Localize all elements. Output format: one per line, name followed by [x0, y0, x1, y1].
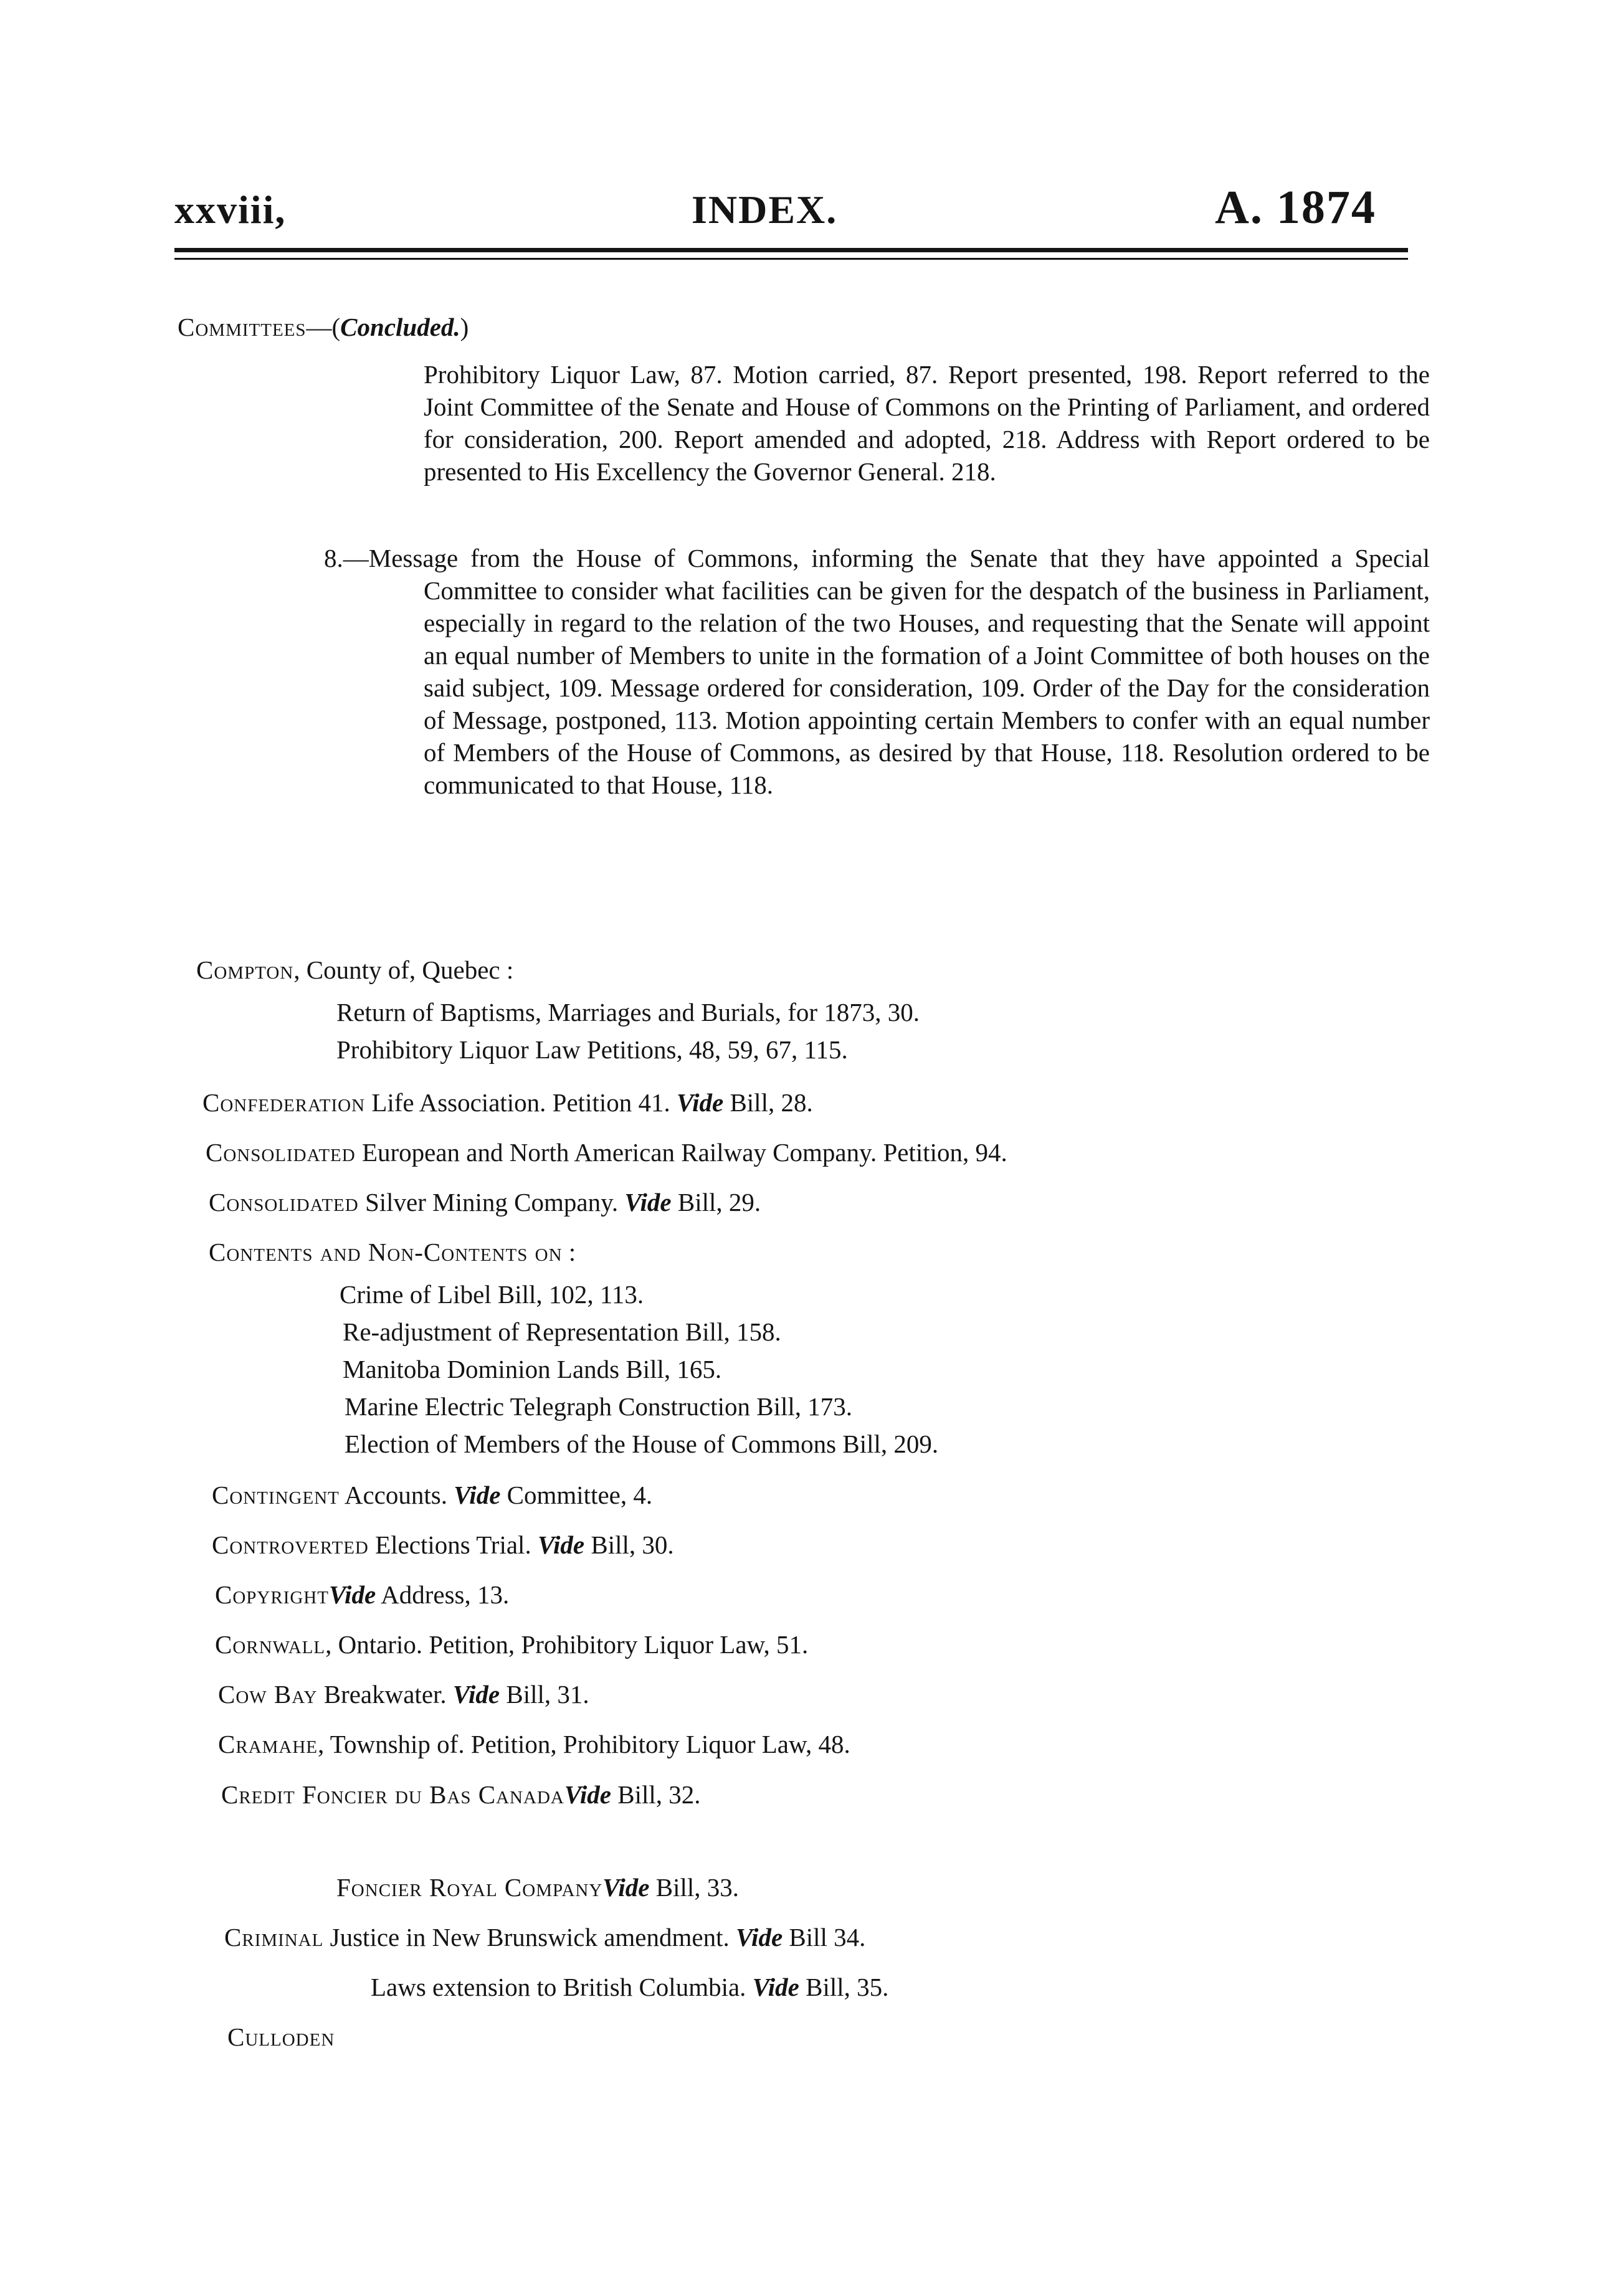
entry-text: Criminal — [224, 1923, 324, 1952]
entry-text: Vide — [624, 1188, 672, 1217]
entry-text: Vide — [328, 1580, 376, 1609]
entry-text: Cramahe — [218, 1730, 318, 1758]
index-entry — [212, 1529, 674, 1561]
entry-text: 8.—Message from the House of Commons, informing the Senate that they have appointed a Special Committee to consider what facilities can be given for the despatch of the business in Parliament, especially in regard to the relation of the two Houses, and requesting that the Senate will appoint an equal number of Members to unite in the formation of a Joint Committee of both houses on the said subject, 109. Message ordered for consideration, 109. Order of the Day for the consideration of Message, postponed, 113. Motion appointing certain Members to confer with an equal number of Members of the House of Commons, as desired by that House, 118. Resolution ordered to be communicated to that House, 118. — [324, 544, 1430, 799]
entry-text: Election of Members of the House of Commons Bill, 209. — [345, 1430, 939, 1458]
entry-text: Consolidated — [206, 1138, 356, 1167]
entry-text: Silver Mining Company. — [358, 1188, 625, 1217]
header-rule-thin — [174, 258, 1408, 260]
entry-text: Concluded. — [340, 313, 460, 341]
entry-text: Bill 34. — [783, 1923, 866, 1952]
entry-text: Breakwater. — [317, 1680, 453, 1709]
entry-text: Prohibitory Liquor Law Petitions, 48, 59, 67, 115. — [336, 1035, 848, 1064]
index-entry — [336, 1034, 848, 1066]
entry-text: Marine Electric Telegraph Construction Bill, 173. — [345, 1392, 853, 1421]
page-number: xxviii, — [174, 187, 287, 232]
entry-text: Laws extension to British Columbia. — [371, 1973, 753, 2001]
entry-text: Committee, 4. — [500, 1481, 653, 1509]
entry-text: Foncier Royal Company — [336, 1873, 603, 1902]
entry-text: Bill, 28. — [723, 1088, 813, 1117]
entry-text: Vide — [564, 1780, 612, 1809]
index-entry — [221, 1778, 1464, 1811]
index-entry — [336, 1872, 739, 1904]
index-entry — [345, 1428, 938, 1460]
entry-text: : — [562, 1238, 576, 1266]
entry-text: , County of, Quebec : — [293, 956, 514, 984]
entry-text: Crime of Libel Bill, 102, 113. — [340, 1280, 644, 1309]
entry-text: Committees — [178, 313, 307, 341]
entry-text: Bill, 30. — [584, 1530, 674, 1559]
entry-text: Vide — [677, 1088, 724, 1117]
entry-text: Copyright — [215, 1580, 329, 1609]
index-entry — [336, 997, 920, 1028]
index-entry — [227, 2021, 335, 2053]
index-entry — [209, 1236, 576, 1268]
entry-text: Confederation — [202, 1088, 366, 1117]
entry-text: Credit Foncier du Bas Canada — [221, 1780, 564, 1809]
index-entry — [371, 1971, 888, 2003]
entry-text: Address, 13. — [376, 1580, 510, 1609]
entry-text: Vide — [452, 1680, 500, 1709]
entry-text: Justice in New Brunswick amendment. — [323, 1923, 736, 1952]
entry-text: Bill, 31. — [500, 1680, 589, 1709]
index-entry — [343, 1354, 721, 1385]
entry-text: ) — [460, 313, 469, 341]
entry-text: Manitoba Dominion Lands Bill, 165. — [343, 1355, 722, 1383]
page-title: INDEX. — [692, 187, 838, 232]
entry-text: , Ontario. Petition, Prohibitory Liquor Law, 51. — [325, 1630, 809, 1659]
entry-text: Cornwall — [215, 1630, 326, 1659]
index-entry — [212, 1479, 652, 1511]
entry-text: Life Association. Petition 41. — [365, 1088, 677, 1117]
entry-text: Contingent — [212, 1481, 340, 1509]
entry-text: —( — [306, 313, 341, 341]
header-rule-thick — [174, 248, 1408, 252]
entry-text: Return of Baptisms, Marriages and Burials, for 1873, 30. — [336, 998, 920, 1027]
entry-text: , Township of. Petition, Prohibitory Liquor Law, 48. — [318, 1730, 850, 1758]
entry-text: Bill, 33. — [649, 1873, 740, 1902]
entry-text: Elections Trial. — [368, 1530, 538, 1559]
index-entry — [343, 1316, 781, 1348]
entry-text: Culloden — [227, 2023, 335, 2051]
entry-text: Bill, 35. — [799, 1973, 889, 2001]
index-entry — [196, 954, 513, 986]
index-entry — [224, 1922, 865, 1953]
index-entry — [345, 1391, 852, 1423]
page-year: A. 1874 — [1215, 181, 1376, 234]
entry-text: Re-adjustment of Representation Bill, 158. — [343, 1317, 781, 1346]
entry-text: Consolidated — [209, 1188, 359, 1217]
index-entry — [215, 1629, 808, 1661]
index-entry — [202, 1087, 813, 1119]
entry-text: Cow Bay — [218, 1680, 318, 1709]
index-entry — [218, 1729, 850, 1760]
entry-text: Compton — [196, 956, 294, 984]
index-entry — [209, 1187, 761, 1218]
entry-text: Controverted — [212, 1530, 369, 1559]
entry-text: Bill, 29. — [671, 1188, 761, 1217]
index-entry — [340, 1279, 644, 1311]
entry-text: Prohibitory Liquor Law, 87. Motion carried, 87. Report presented, 198. Report referred to the Joint Committee of the Senate and House of Commons on the Printing of Parliament, and ordered for consideration, 200. Report amended and adopted, 218. Address with Report ordered to be presented to His Excellency the Governor General. 218. — [424, 360, 1430, 486]
entry-text: Contents and Non-Contents on — [209, 1238, 563, 1266]
index-entry — [215, 1579, 509, 1611]
entry-text: Bill, 32. — [611, 1780, 701, 1809]
index-entry — [218, 1679, 589, 1710]
index-entry — [206, 1137, 1007, 1169]
entry-text: Vide — [454, 1481, 501, 1509]
entry-text: Accounts. — [339, 1481, 454, 1509]
index-entry — [424, 358, 1430, 488]
entry-text: Vide — [602, 1873, 650, 1902]
index-entry — [324, 542, 1430, 801]
entry-text: Vide — [537, 1530, 585, 1559]
entry-text: Vide — [752, 1973, 799, 2001]
entry-text: European and North American Railway Company. Petition, 94. — [355, 1138, 1007, 1167]
entry-text: Vide — [735, 1923, 783, 1952]
index-entry — [178, 311, 469, 343]
